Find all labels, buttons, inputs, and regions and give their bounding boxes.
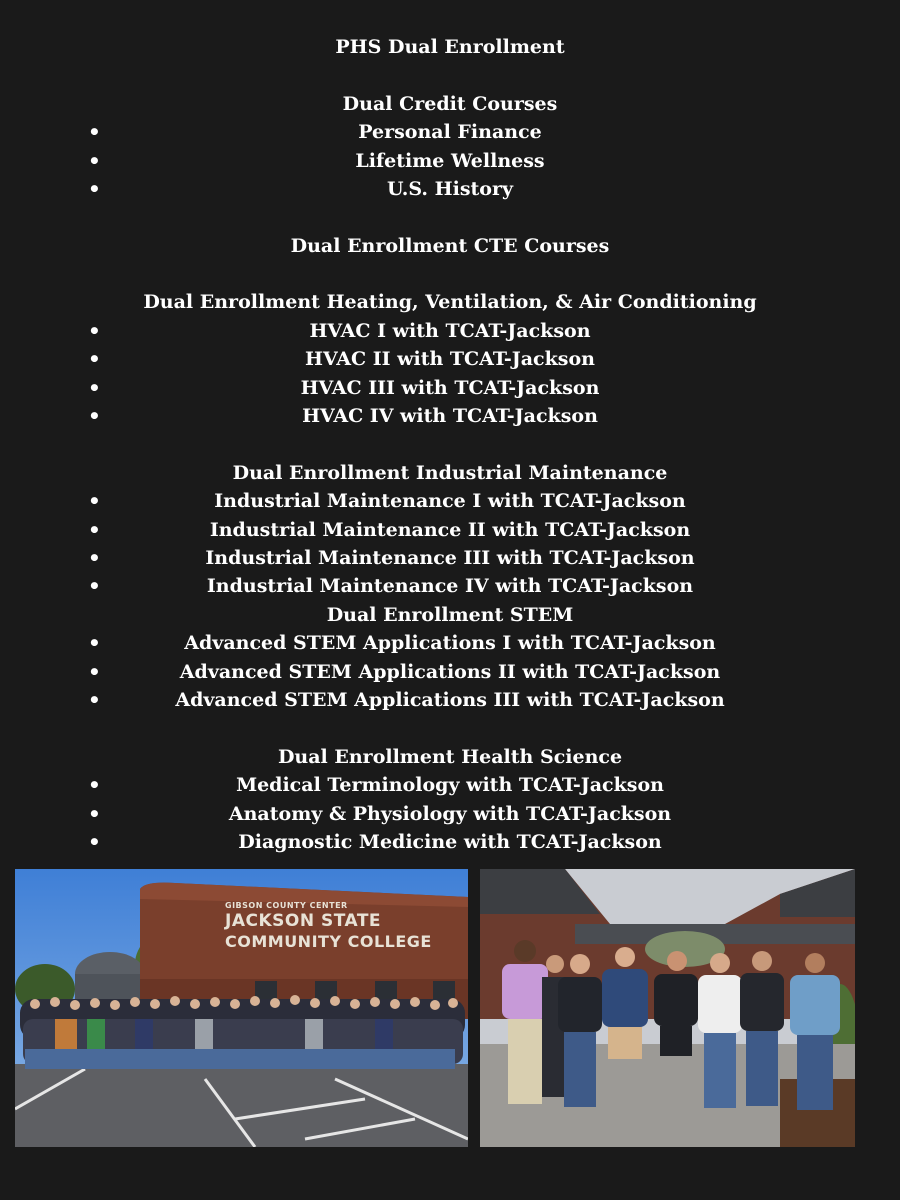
bullet-icon: • bbox=[88, 631, 101, 655]
bullet-icon: • bbox=[88, 574, 101, 598]
list-item: • Industrial Maintenance II with TCAT-Jackson bbox=[88, 518, 691, 542]
bullet-icon: • bbox=[88, 660, 101, 684]
bullet-icon: • bbox=[88, 830, 101, 854]
bullet-icon: • bbox=[88, 347, 101, 371]
list-item: • HVAC III with TCAT-Jackson bbox=[88, 376, 600, 400]
bullet-icon: • bbox=[88, 177, 101, 201]
bullet-icon: • bbox=[88, 489, 101, 513]
list-item: • Industrial Maintenance IV with TCAT-Jackson bbox=[88, 574, 694, 598]
list-item: • Industrial Maintenance I with TCAT-Jackson bbox=[88, 489, 686, 513]
bullet-icon: • bbox=[88, 773, 101, 797]
list-item: • Advanced STEM Applications II with TCAT-Jackson bbox=[88, 660, 721, 684]
bullet-icon: • bbox=[88, 319, 101, 343]
section-heading-hvac: Dual Enrollment Heating, Ventilation, & Air Conditioning bbox=[143, 291, 757, 313]
bullet-icon: • bbox=[88, 404, 101, 428]
bullet-icon: • bbox=[88, 376, 101, 400]
list-item: • U.S. History bbox=[88, 177, 514, 201]
section-heading-dual-credit: Dual Credit Courses bbox=[342, 93, 558, 115]
section-heading-stem: Dual Enrollment STEM bbox=[326, 604, 574, 626]
bullet-icon: • bbox=[88, 518, 101, 542]
list-item: • Industrial Maintenance III with TCAT-Jackson bbox=[88, 546, 695, 570]
bullet-icon: • bbox=[88, 149, 101, 173]
section-heading-health-science: Dual Enrollment Health Science bbox=[277, 746, 623, 768]
list-item: • Advanced STEM Applications III with TCAT-Jackson bbox=[88, 688, 725, 712]
list-item: • Personal Finance bbox=[88, 120, 542, 144]
section-heading-cte: Dual Enrollment CTE Courses bbox=[290, 235, 610, 257]
bullet-icon: • bbox=[88, 120, 101, 144]
section-heading-industrial-maintenance: Dual Enrollment Industrial Maintenance bbox=[232, 462, 668, 484]
photo-group-college bbox=[15, 869, 468, 1147]
photo-group-students bbox=[480, 869, 855, 1147]
sign-line-1: GIBSON COUNTY CENTER bbox=[225, 901, 348, 910]
document-title: PHS Dual Enrollment bbox=[335, 36, 565, 58]
bullet-icon: • bbox=[88, 546, 101, 570]
list-item: • Diagnostic Medicine with TCAT-Jackson bbox=[88, 830, 662, 854]
sign-line-3: COMMUNITY COLLEGE bbox=[225, 932, 432, 951]
list-item: • HVAC I with TCAT-Jackson bbox=[88, 319, 591, 343]
list-item: • Anatomy & Physiology with TCAT-Jackson bbox=[88, 802, 672, 826]
list-item: • HVAC II with TCAT-Jackson bbox=[88, 347, 595, 371]
bullet-icon: • bbox=[88, 688, 101, 712]
list-item: • HVAC IV with TCAT-Jackson bbox=[88, 404, 598, 428]
bullet-icon: • bbox=[88, 802, 101, 826]
list-item: • Lifetime Wellness bbox=[88, 149, 545, 173]
list-item: • Advanced STEM Applications I with TCAT-Jackson bbox=[88, 631, 716, 655]
list-item: • Medical Terminology with TCAT-Jackson bbox=[88, 773, 664, 797]
sign-line-2: JACKSON STATE bbox=[225, 911, 382, 931]
